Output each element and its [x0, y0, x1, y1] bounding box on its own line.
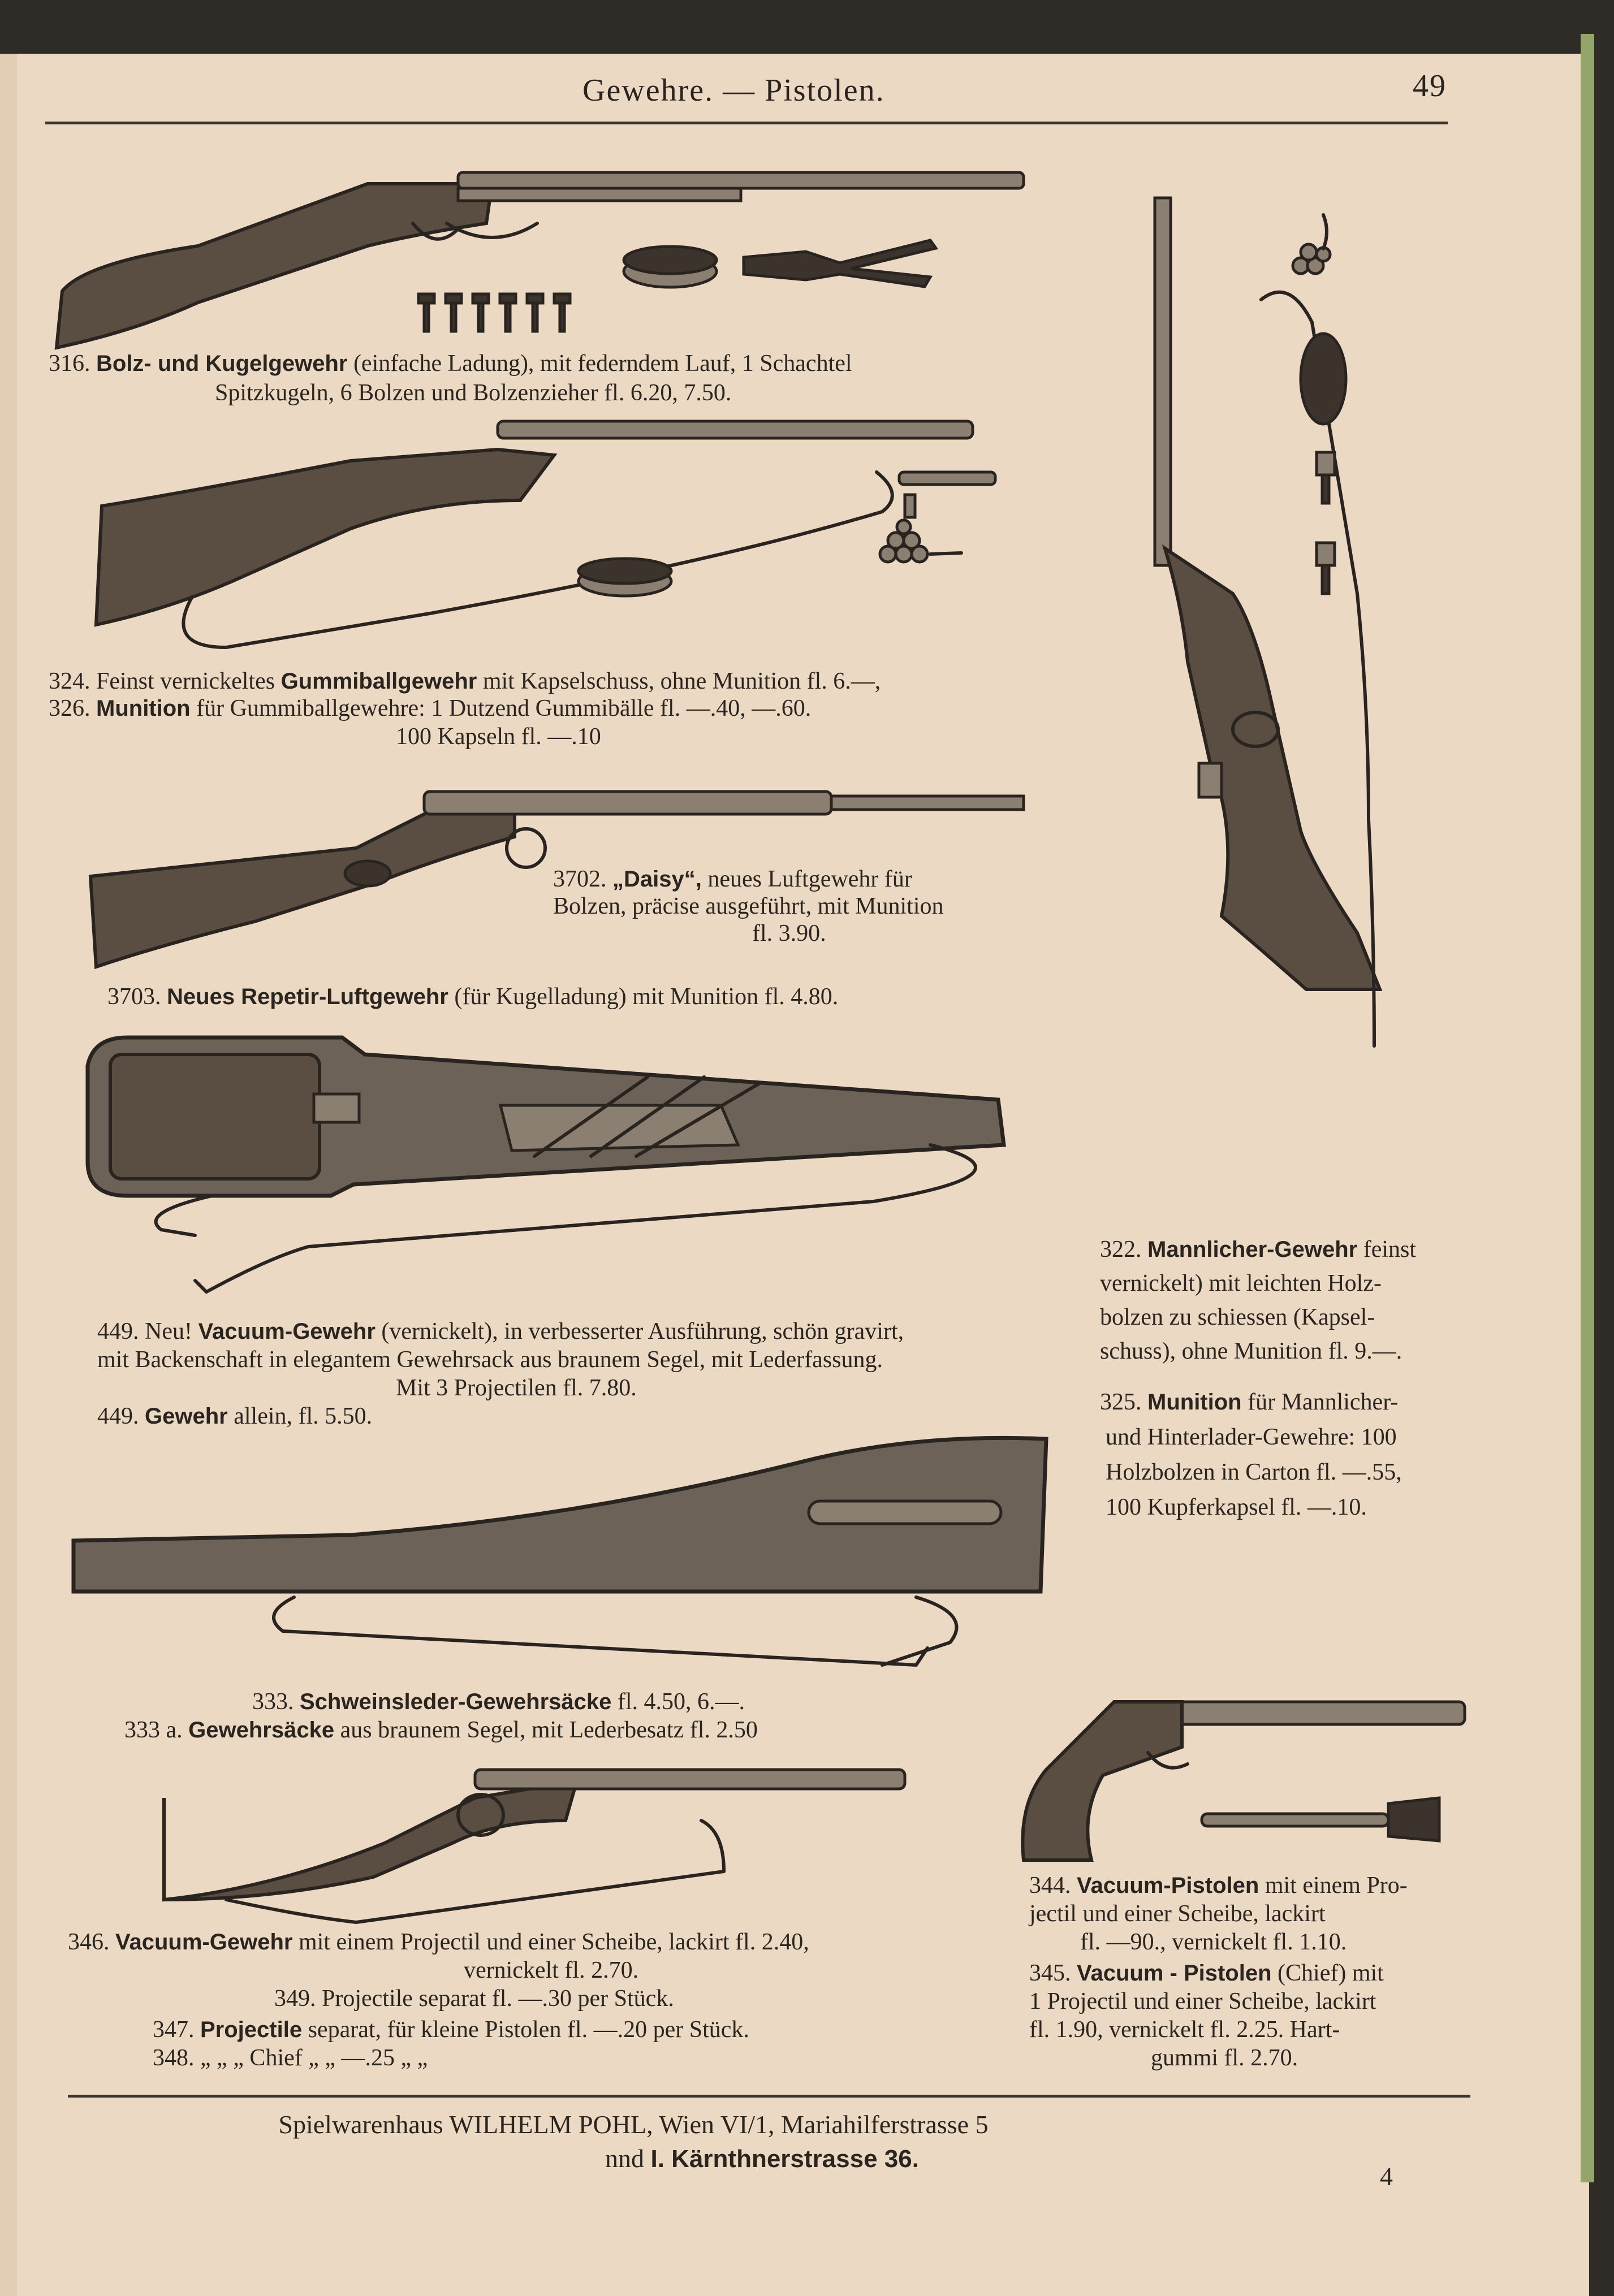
item-324-caption [49, 667, 1067, 695]
ball-pile-icon [877, 520, 967, 565]
rifle-case-333-icon [68, 1428, 1052, 1682]
page-title: Gewehre. — Pistolen. [582, 73, 885, 108]
item-344-line3: fl. —90., vernickelt fl. 1.10. [1080, 1929, 1347, 1955]
item-text: für Gummiballgewehre: 1 Dutzend Gummibälle fl. —.40, —.60. [196, 695, 812, 721]
item-325-line4: 100 Kupferkapsel fl. —.10. [1106, 1494, 1367, 1520]
item-number: 449. [97, 1403, 139, 1429]
item-3702-line2: Bolzen, präcise ausgeführt, mit Munition [553, 893, 944, 919]
item-322-line2: vernickelt) mit leichten Holz- [1100, 1270, 1382, 1296]
projectile-icon [1202, 1798, 1451, 1843]
item-325-caption [1100, 1388, 1468, 1416]
footer-prefix: nnd [605, 2144, 644, 2173]
item-number: 345. [1029, 1960, 1071, 1986]
item-449-line3: Mit 3 Projectilen fl. 7.80. [396, 1375, 637, 1401]
item-number: 349. [274, 1986, 316, 2012]
item-3703-caption [107, 983, 1069, 1011]
item-text: separat, für kleine Pistolen fl. —.20 per Stück. [308, 2017, 749, 2043]
item-333-caption [252, 1688, 1044, 1716]
item-name: Munition [1147, 1390, 1242, 1415]
item-number: 322. [1100, 1236, 1142, 1262]
item-346-line2: vernickelt fl. 2.70. [464, 1957, 639, 1983]
item-name: Gummiballgewehr [280, 669, 477, 694]
item-text: für Mannlicher- [1248, 1389, 1399, 1415]
item-number: 333. [252, 1689, 294, 1715]
page-edge-strip [1581, 34, 1594, 2182]
item-449-line2: mit Backenschaft in elegantem Gewehrsack aus braunem Segel, mit Lederfassung. [97, 1347, 883, 1373]
item-number: 325. [1100, 1389, 1142, 1415]
page-number: 49 [1413, 68, 1447, 103]
item-number: 3702. [553, 866, 607, 892]
item-number: 346. [68, 1929, 110, 1955]
item-name: Vacuum-Gewehr [115, 1930, 293, 1955]
item-number: 3703. [107, 984, 161, 1010]
item-name: Vacuum-Gewehr [198, 1319, 376, 1344]
item-text: (vernickelt), in verbesserter Ausführung, schön gravirt, [381, 1318, 904, 1344]
item-name: Schweinsleder-Gewehrsäcke [300, 1689, 612, 1714]
item-3702-caption [553, 865, 912, 893]
header-rule [45, 122, 1448, 124]
item-316-price-line: Spitzkugeln, 6 Bolzen und Bolzenzieher fl. 6.20, 7.50. [215, 380, 732, 406]
footer-address: Spielwarenhaus WILHELM POHL, Wien VI/1, Mariahilferstrasse 5 [278, 2110, 989, 2139]
item-449b-caption [97, 1402, 372, 1430]
item-3702-line3: fl. 3.90. [752, 920, 826, 946]
item-349-caption [274, 1984, 953, 2013]
item-449-caption [97, 1317, 1115, 1346]
item-345-caption [1029, 1959, 1482, 1987]
item-344-line2: jectil und einer Scheibe, lackirt [1029, 1901, 1326, 1927]
item-322-line3: bolzen zu schiessen (Kapsel- [1100, 1304, 1375, 1330]
item-text: Projectile separat fl. —.30 per Stück. [322, 1986, 674, 2012]
item-name: Gewehrsäcke [188, 1718, 335, 1742]
pellet-tin-icon [619, 240, 721, 291]
item-number: 324. [49, 668, 90, 694]
rifle-bag-449-icon [82, 1032, 1015, 1298]
item-346-caption [68, 1928, 1029, 1956]
item-text: mit einem Projectil und einer Scheibe, lackirt fl. 2.40, [298, 1929, 809, 1955]
item-333a-caption [124, 1716, 1029, 1744]
gummiball-tin-icon [574, 554, 676, 599]
item-number: 348. [153, 2045, 195, 2071]
item-text: mit Kapselschuss, ohne Munition fl. 6.—, [482, 668, 881, 694]
vacuum-pistol-icon [1012, 1690, 1470, 1871]
bolts-icon [418, 294, 577, 339]
item-name: Vacuum-Pistolen [1077, 1873, 1259, 1898]
item-number: 449. [97, 1318, 139, 1344]
item-name: „Daisy“, [612, 867, 702, 892]
item-name: Munition [96, 696, 191, 721]
gummiball-rifle-324-icon [90, 416, 1007, 664]
item-name: Neues Repetir-Luftgewehr [167, 984, 448, 1009]
item-name: Projectile [200, 2017, 303, 2042]
item-322-line4: schuss), ohne Munition fl. 9.—. [1100, 1338, 1402, 1364]
item-number: 344. [1029, 1873, 1071, 1899]
item-347-caption [153, 2016, 1001, 2044]
footer-address-line2 [605, 2143, 919, 2175]
item-name: Mannlicher-Gewehr [1147, 1237, 1358, 1262]
item-326-line2: 100 Kapseln fl. —.10 [396, 724, 601, 750]
item-text: (für Kugelladung) mit Munition fl. 4.80. [454, 984, 839, 1010]
pliers-icon [738, 235, 942, 291]
item-text: mit einem Pro- [1265, 1873, 1408, 1899]
item-number: 347. [153, 2017, 195, 2043]
item-name: Bolz- und Kugelgewehr [96, 351, 348, 376]
item-text: neues Luftgewehr für [707, 866, 912, 892]
item-number: 316. [49, 351, 90, 377]
item-316-caption [49, 349, 1067, 378]
item-325-line3: Holzbolzen in Carton fl. —.55, [1106, 1459, 1402, 1485]
signature-mark: 4 [1380, 2162, 1393, 2191]
item-prefix: Neu! [145, 1318, 192, 1344]
item-326-caption [49, 694, 1067, 723]
item-345-line4: gummi fl. 2.70. [1151, 2045, 1298, 2071]
item-text: aus braunem Segel, mit Lederbesatz fl. 2.50 [340, 1717, 758, 1743]
footer-rule [68, 2095, 1470, 2098]
item-text: feinst [1363, 1236, 1417, 1262]
item-name: Gewehr [145, 1404, 228, 1429]
item-text: fl. 4.50, 6.—. [617, 1689, 745, 1715]
item-name: Vacuum - Pistolen [1077, 1961, 1272, 1986]
item-345-line2: 1 Projectil und einer Scheibe, lackirt [1029, 1988, 1376, 2014]
previous-page-edge [0, 54, 19, 2296]
item-text: „ „ „ Chief „ „ —.25 „ „ [200, 2045, 428, 2071]
item-348-caption [153, 2044, 1001, 2072]
item-325-line2: und Hinterlader-Gewehre: 100 [1106, 1424, 1397, 1450]
vacuum-rifle-346-icon [158, 1758, 910, 1945]
item-number: 333 a. [124, 1717, 183, 1743]
item-322-caption [1100, 1235, 1468, 1264]
item-344-caption [1029, 1871, 1482, 1900]
mannlicher-accessories-icon [1289, 215, 1380, 622]
footer-street: I. Kärnthnerstrasse 36. [650, 2145, 919, 2173]
item-text: (einfache Ladung), mit federndem Lauf, 1 Schachtel [353, 351, 852, 377]
item-number: 326. [49, 695, 90, 721]
item-text: (Chief) mit [1278, 1960, 1384, 1986]
item-prefix: Feinst vernickeltes [96, 668, 275, 694]
item-text: allein, fl. 5.50. [234, 1403, 373, 1429]
item-345-line3: fl. 1.90, vernickelt fl. 2.25. Hart- [1029, 2017, 1340, 2043]
